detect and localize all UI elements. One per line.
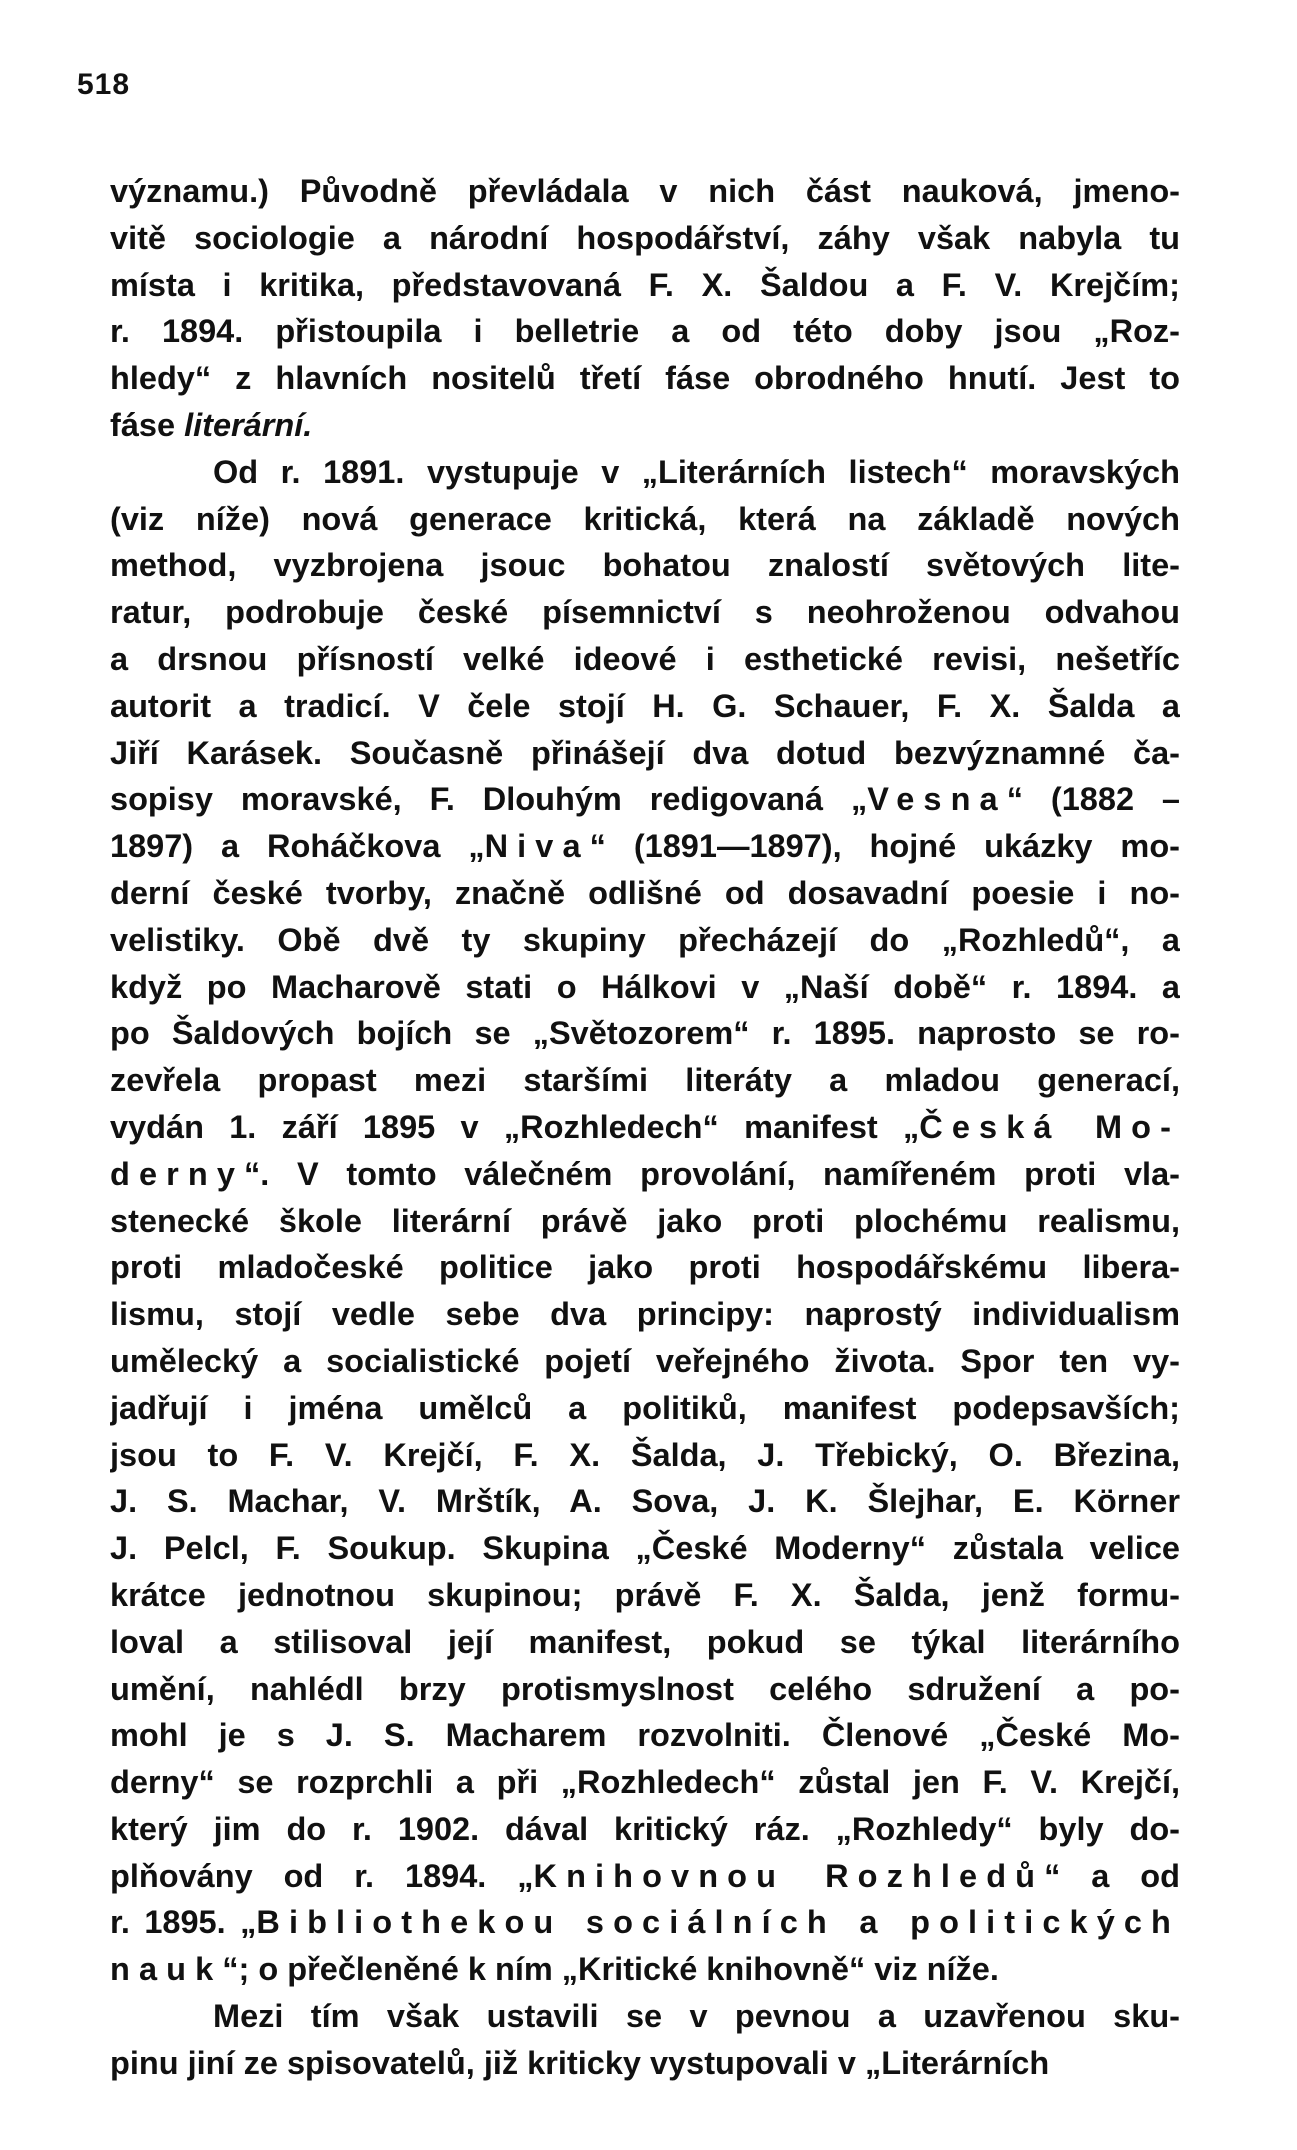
text-run: 1897) a Roháčkova „ bbox=[110, 828, 485, 865]
text-line bbox=[110, 1057, 1180, 1104]
text-run: sopisy moravské, F. Dlouhým redigovaná „ bbox=[110, 781, 868, 818]
text-line bbox=[110, 1666, 1180, 1713]
body-text bbox=[110, 168, 1180, 2087]
text-run: J. Pelcl, F. Soukup. Skupina „České Moderny“ zůstala velice bbox=[110, 1530, 1180, 1567]
text-line bbox=[110, 1338, 1180, 1385]
text-run: Niva bbox=[484, 828, 590, 865]
text-line bbox=[110, 636, 1180, 683]
text-line bbox=[110, 730, 1180, 777]
text-run: “ (1882 – bbox=[1006, 781, 1180, 818]
text-run: vydán 1. září 1895 v „Rozhledech“ manifest „ bbox=[110, 1108, 920, 1145]
text-line bbox=[110, 1385, 1180, 1432]
text-run: “. V tomto válečném provolání, namířeném proti vla- bbox=[244, 1155, 1180, 1192]
text-line bbox=[110, 262, 1180, 309]
text-run: místa i kritika, představovaná F. X. Šaldou a F. V. Krejčím; bbox=[110, 266, 1180, 303]
text-run: Od r. 1891. vystupuje v „Literárních listech“ moravských bbox=[213, 453, 1180, 490]
text-run: ratur, podrobuje české písemnictví s neohroženou odvahou bbox=[110, 594, 1180, 631]
text-run: “ (1891—1897), hojné ukázky mo- bbox=[589, 828, 1180, 865]
text-line bbox=[110, 402, 1180, 449]
text-line bbox=[110, 1244, 1180, 1291]
text-line bbox=[110, 2040, 1180, 2087]
text-line bbox=[110, 1993, 1180, 2040]
text-run: významu.) Původně převládala v nich část nauková, jmeno- bbox=[110, 173, 1180, 209]
text-run: umělecký a socialistické pojetí veřejného života. Spor ten vy- bbox=[110, 1342, 1180, 1379]
text-run: “; o přečleněné k ním „Kritické knihovně“ viz níže. bbox=[222, 1951, 999, 1988]
text-line bbox=[110, 1946, 1180, 1993]
text-run: nauk bbox=[110, 1951, 223, 1988]
text-run: J. S. Machar, V. Mrštík, A. Sova, J. K. Šlejhar, E. Körner bbox=[110, 1483, 1180, 1520]
text-run: zevřela propast mezi staršími literáty a mladou generací, bbox=[110, 1062, 1180, 1099]
text-line bbox=[110, 1572, 1180, 1619]
text-line bbox=[110, 215, 1180, 262]
text-run: autorit a tradicí. V čele stojí H. G. Schauer, F. X. Šalda a bbox=[110, 687, 1180, 724]
text-line bbox=[110, 496, 1180, 543]
text-line bbox=[110, 870, 1180, 917]
text-line bbox=[110, 1712, 1180, 1759]
text-line bbox=[110, 1619, 1180, 1666]
text-run: Knihovnou Rozhledů bbox=[533, 1857, 1045, 1894]
text-run: po Šaldových bojích se „Světozorem“ r. 1895. naprosto se ro- bbox=[110, 1015, 1180, 1052]
text-run: plňovány od r. 1894. „ bbox=[110, 1857, 534, 1894]
text-run: Česká Mo- bbox=[919, 1108, 1180, 1145]
text-line bbox=[110, 776, 1180, 823]
text-run: Bibliothekou sociálních a politických bbox=[256, 1904, 1180, 1941]
text-run: (viz níže) nová generace kritická, která na základě nových bbox=[110, 500, 1180, 537]
text-line bbox=[110, 683, 1180, 730]
text-line bbox=[110, 1198, 1180, 1245]
text-line bbox=[110, 1899, 1180, 1946]
text-line bbox=[110, 1151, 1180, 1198]
text-run: lismu, stojí vedle sebe dva principy: naprostý individualism bbox=[110, 1296, 1180, 1333]
text-line bbox=[110, 964, 1180, 1011]
text-run: method, vyzbrojena jsouc bohatou znalostí světových lite- bbox=[110, 547, 1180, 584]
text-line bbox=[110, 1478, 1180, 1525]
text-line bbox=[110, 449, 1180, 496]
text-run: Jiří Karásek. Současně přinášejí dva dotud bezvýznamné ča- bbox=[110, 734, 1180, 771]
text-run: “ a od bbox=[1044, 1857, 1180, 1894]
text-run: derny“ se rozprchli a při „Rozhledech“ zůstal jen F. V. Krejčí, bbox=[110, 1764, 1180, 1801]
text-line bbox=[110, 1432, 1180, 1479]
text-run: derní české tvorby, značně odlišné od dosavadní poesie i no- bbox=[110, 874, 1180, 911]
text-run: krátce jednotnou skupinou; právě F. X. Šalda, jenž formu- bbox=[110, 1576, 1180, 1613]
text-line bbox=[110, 168, 1180, 215]
text-run: hledy“ z hlavních nositelů třetí fáse obrodného hnutí. Jest to bbox=[110, 360, 1180, 397]
text-run: Vesna bbox=[867, 781, 1007, 818]
text-run: r. 1895. „ bbox=[110, 1904, 257, 1941]
text-run: vitě sociologie a národní hospodářství, záhy však nabyla tu bbox=[110, 219, 1180, 256]
text-run: loval a stilisoval její manifest, pokud se týkal literárního bbox=[110, 1623, 1180, 1660]
text-line bbox=[110, 1291, 1180, 1338]
text-line bbox=[110, 355, 1180, 402]
paragraph bbox=[110, 168, 1180, 449]
text-line bbox=[110, 1104, 1180, 1151]
paragraph bbox=[110, 449, 1180, 1993]
text-run: proti mladočeské politice jako proti hospodářskému libera- bbox=[110, 1249, 1180, 1286]
text-run: stenecké škole literární právě jako proti plochému realismu, bbox=[110, 1202, 1180, 1239]
text-run: literární. bbox=[184, 406, 313, 443]
text-run: velistiky. Obě dvě ty skupiny přecházejí do „Rozhledů“, a bbox=[110, 921, 1180, 958]
text-run: a drsnou přísností velké ideové i esthetické revisi, nešetříc bbox=[110, 640, 1180, 677]
text-run: mohl je s J. S. Macharem rozvolniti. Členové „České Mo- bbox=[110, 1717, 1180, 1754]
text-run: fáse bbox=[110, 406, 185, 443]
text-line bbox=[110, 1806, 1180, 1853]
text-run: r. 1894. přistoupila i belletrie a od této doby jsou „Roz- bbox=[110, 313, 1180, 350]
paragraph bbox=[110, 1993, 1180, 2087]
text-line bbox=[110, 1759, 1180, 1806]
text-run: který jim do r. 1902. dával kritický ráz. „Rozhledy“ byly do- bbox=[110, 1810, 1180, 1847]
text-line bbox=[110, 1010, 1180, 1057]
text-run: jadřují i jména umělců a politiků, manifest podepsavších; bbox=[110, 1389, 1180, 1426]
text-line bbox=[110, 917, 1180, 964]
text-run: derny bbox=[110, 1155, 245, 1192]
text-run: Mezi tím však ustavili se v pevnou a uzavřenou sku- bbox=[213, 1998, 1180, 2035]
text-run: když po Macharově stati o Hálkovi v „Naší době“ r. 1894. a bbox=[110, 968, 1180, 1005]
text-line bbox=[110, 823, 1180, 870]
text-line bbox=[110, 1853, 1180, 1900]
text-run: umění, nahlédl brzy protismyslnost celého sdružení a po- bbox=[110, 1670, 1180, 1707]
text-run: jsou to F. V. Krejčí, F. X. Šalda, J. Třebický, O. Březina, bbox=[110, 1436, 1180, 1473]
page-number: 518 bbox=[77, 68, 131, 101]
text-line bbox=[110, 1525, 1180, 1572]
text-line bbox=[110, 542, 1180, 589]
text-line bbox=[110, 589, 1180, 636]
text-line bbox=[110, 308, 1180, 355]
text-run: pinu jiní ze spisovatelů, již kriticky vystupovali v „Literárních bbox=[110, 2044, 1050, 2081]
